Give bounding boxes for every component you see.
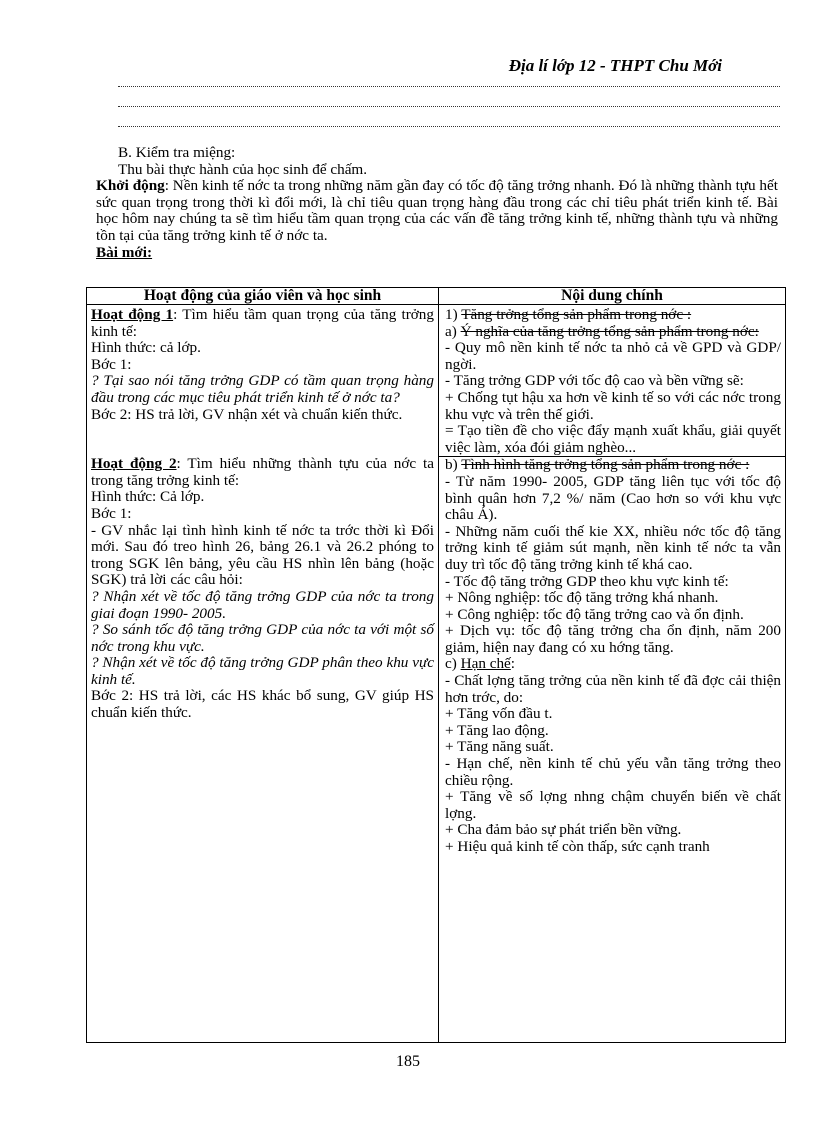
- section-a-point: + Chống tụt hậu xa hơn về kinh tế so với các nớc trong khu vực và trên thế giới.: [445, 388, 781, 423]
- section-b-point: - Từ năm 1990- 2005, GDP tăng liên tục với tốc độ bình quân hơn 7,2 %/ năm (Cao hơn so với khu vực châu Á).: [445, 472, 781, 524]
- section-c-point: + Tăng năng suất.: [445, 738, 554, 756]
- section-c-title: c) Hạn chế:: [445, 655, 516, 673]
- activity-1-form: Hình thức: cả lớp.: [91, 339, 201, 357]
- activity-1-title: Hoạt động 1: Tìm hiểu tầm quan trọng của tăng trởng kinh tế:: [91, 306, 434, 340]
- activity-2-step-2: Bớc 2: HS trả lời, các HS khác bổ sung, GV giúp HS chuẩn kiến thức.: [91, 687, 434, 722]
- activity-2-question-3: ? Nhận xét về tốc độ tăng trởng GDP phân theo khu vực kinh tế.: [91, 654, 434, 688]
- dotted-line: [118, 126, 780, 127]
- page-number: 185: [396, 1053, 420, 1070]
- section-b-point: + Công nghiệp: tốc độ tăng trởng cao và ổn định.: [445, 605, 744, 623]
- section-a-point: = Tạo tiền đề cho việc đẩy mạnh xuất khẩu, giải quyết việc làm, xóa đói giảm nghèo...: [445, 422, 781, 456]
- section-c-point: + Hiệu quả kinh tế còn thấp, sức cạnh tranh: [445, 838, 710, 855]
- section-c-point: - Chất lợng tăng trởng của nền kinh tế đã đợc cải thiện hơn trớc, do:: [445, 672, 781, 706]
- section-a-point: - Tăng trởng GDP với tốc độ cao và bền vững sẽ:: [445, 372, 744, 390]
- main-content-column: [439, 305, 785, 1043]
- teacher-activities-column: [87, 305, 439, 1043]
- intro-section: [96, 145, 778, 261]
- check-text: Thu bài thực hành của học sinh để chấm.: [118, 160, 368, 178]
- activity-2-question-1: ? Nhận xét về tốc độ tăng trởng GDP của nớc ta trong giai đoạn 1990- 2005.: [91, 587, 434, 622]
- section-b-title: b) Tình hình tăng trởng tổng sản phẩm trong nớc :: [445, 456, 750, 474]
- activity-2-question-2: ? So sánh tốc độ tăng trởng GDP của nớc ta với một số nớc trong khu vực.: [91, 621, 434, 655]
- new-lesson-heading: Bài mới:: [96, 243, 153, 261]
- dotted-line: [118, 106, 780, 107]
- section-b-point: - Những năm cuối thế kie XX, nhiều nớc tốc độ tăng trởng kinh tế giảm sút mạnh, nền kinh tế nớc ta vẫn duy trì tốc độ tăng trởng kinh tế khá cao.: [445, 522, 781, 573]
- header-right: Nội dung chính: [561, 287, 663, 304]
- table-header-row: [87, 288, 785, 305]
- activity-2-title: Hoạt động 2: Tìm hiểu những thành tựu của nớc ta trong tăng trởng kinh tế:: [91, 455, 434, 489]
- activity-2-label: Hoạt động 2: [91, 455, 177, 473]
- spacer: [91, 423, 434, 456]
- start-paragraph: [96, 178, 778, 244]
- header-title: Địa lí lớp 12 - THPT Chu Mới: [508, 56, 722, 75]
- section-b-point: + Nông nghiệp: tốc độ tăng trởng khá nhanh.: [445, 589, 719, 607]
- dotted-line: [118, 86, 780, 87]
- header-left: Hoạt động của giáo viên và học sinh: [87, 288, 439, 304]
- start-text: : Nền kinh tế nớc ta trong những năm gần đay có tốc độ tăng trởng nhanh. Đó là những thành tựu hết sức quan trọng trong thời kì đổi mới, là chỉ tiêu quan trọng hàng đầu trong các chỉ tiêu phát triển kinh tế. Bài học hôm nay chúng ta sẽ tìm hiểu tầm quan trọng của các vấn đề tăng trởng kinh tế, những thành tựu và những tồn tại của tăng trởng kinh tế ở nớc ta.: [96, 177, 778, 244]
- activity-2-instruction: - GV nhắc lại tình hình kinh tế nớc ta trớc thời kì Đổi mới. Sau đó treo hình 26, bảng 26.1 và 26.2 phóng to trong SGK lên bảng, yêu cầu HS nhìn lên bảng (hoặc SGK) trả lời các câu hỏi:: [91, 521, 434, 589]
- activity-1-question: ? Tại sao nói tăng trởng GDP có tầm quan trọng hàng đầu trong các mục tiêu phát triển kinh tế ở nớc ta?: [91, 372, 434, 406]
- section-b-point: + Dịch vụ: tốc độ tăng trởng cha ổn định, năm 200 giảm, hiện nay đang có xu hớng tăng.: [445, 622, 781, 656]
- activity-1-label: Hoạt động 1: [91, 306, 174, 323]
- section-c-point: + Tăng về số lợng nhng chậm chuyển biến về chất lợng.: [445, 788, 781, 822]
- lesson-table: [86, 287, 786, 1043]
- activity-1-step-2: Bớc 2: HS trả lời, GV nhận xét và chuẩn kiến thức.: [91, 405, 403, 423]
- section-a-point: - Quy mô nền kinh tế nớc ta nhỏ cả về GPD và GDP/ ngời.: [445, 339, 781, 373]
- section-c-point: + Cha đảm bảo sự phát triển bền vững.: [445, 821, 682, 839]
- section-c-point: + Tăng lao động.: [445, 721, 549, 739]
- check-heading: B. Kiểm tra miệng:: [118, 144, 236, 161]
- section-c-point: - Hạn chế, nền kinh tế chủ yếu vẫn tăng trởng theo chiều rộng.: [445, 755, 781, 789]
- section-a-title: a) Ý nghĩa của tăng trởng tổng sản phẩm trong nớc:: [445, 322, 759, 340]
- table-body: [87, 305, 785, 1043]
- start-label: Khởi động: [96, 177, 165, 195]
- activity-2-step-1: Bớc 1:: [91, 504, 132, 522]
- section-c-point: + Tăng vốn đầu t.: [445, 705, 553, 723]
- activity-2-form: Hình thức: Cả lớp.: [91, 488, 205, 506]
- activity-1-step-1: Bớc 1:: [91, 355, 132, 373]
- section-1-title: 1) Tăng trởng tổng sản phẩm trong nớc :: [445, 306, 692, 323]
- section-b-point: - Tốc độ tăng trởng GDP theo khu vực kinh tế:: [445, 572, 729, 590]
